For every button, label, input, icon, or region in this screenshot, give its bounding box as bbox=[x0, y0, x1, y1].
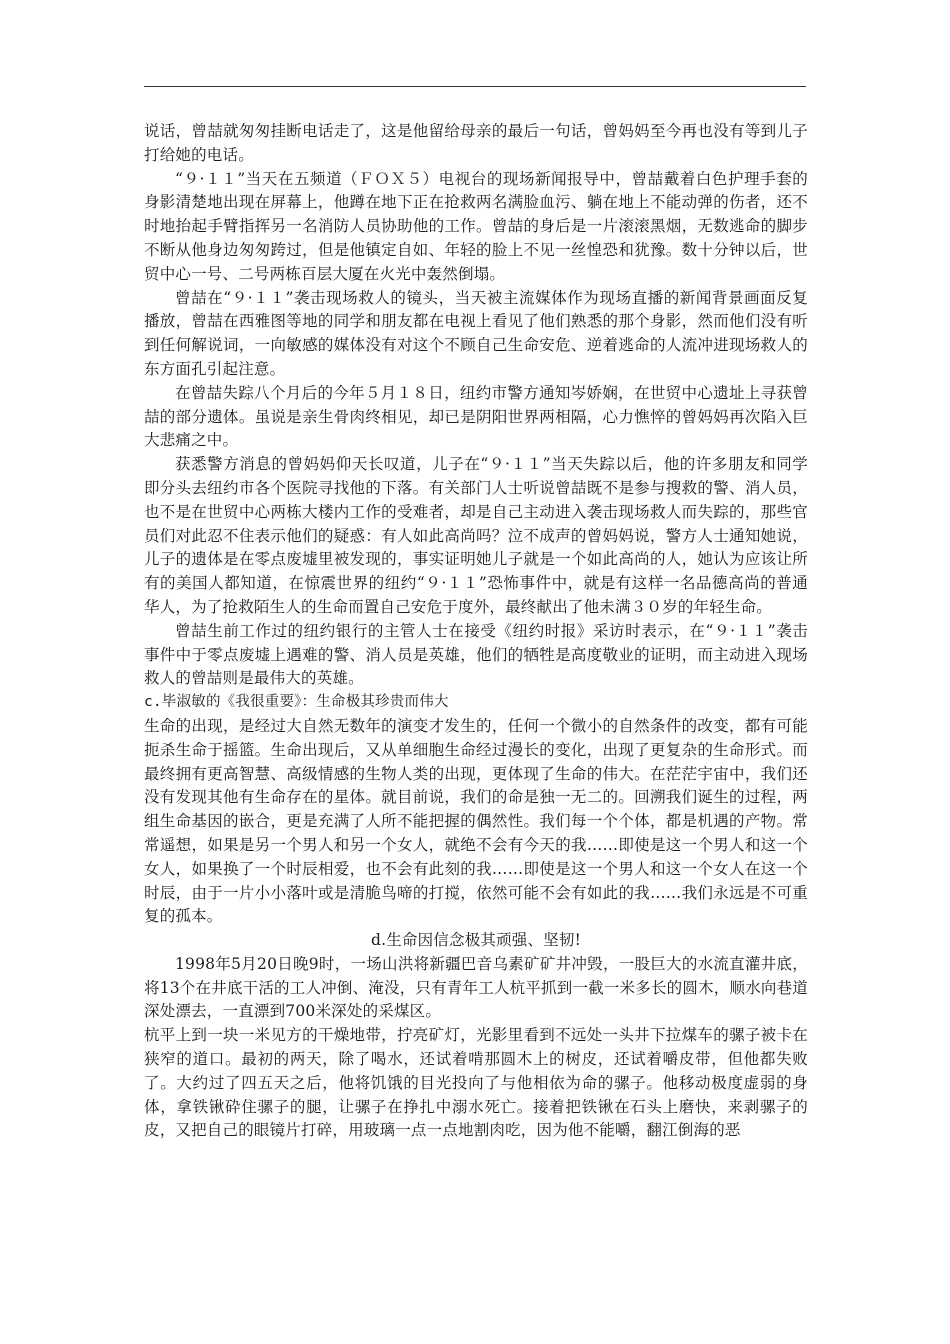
paragraph-7: 生命的出现，是经过大自然无数年的演变才发生的，任何一个微小的自然条件的改变，都有可能扼杀生命于摇篮。生命出现后，又从单细胞生命经过漫长的变化，出现了更复杂的生命形式。而最终拥有更高智慧、高级情感的生物人类的出现，更体现了生命的伟大。在茫茫宇宙中，我们还没有发现其他有生命存在的星体。就目前说，我们的命是独一无二的。回溯我们诞生的过程，两组生命基因的嵌合，更是充满了人所不能把握的偶然性。我们每一个个体，都是机遇的产物。常常遥想，如果是另一个男人和另一个女人，就绝不会有今天的我……即使是这一个男人和这一个女人，如果换了一个时辰相爱，也不会有此刻的我……即使是这一个男人和这一个女人在这一个时辰，由于一片小小落叶或是清脆鸟啼的打搅，依然可能不会有如此的我……我们永远是不可重复的孤本。 bbox=[144, 716, 808, 926]
paragraph-6: 曾喆生前工作过的纽约银行的主管人士在接受《纽约时报》采访时表示，在“９·１１”袭击事件中于零点废墟上遇难的警、消人员是英雄，他们的牺牲是高度敬业的证明，而主动进入现场救人的曾喆则是最伟大的英雄。 bbox=[144, 621, 808, 688]
paragraph-3: 曾喆在“９·１１”袭击现场救人的镜头，当天被主流媒体作为现场直播的新闻背景画面反复播放，曾喆在西雅图等地的同学和朋友都在电视上看见了他们熟悉的那个身影，然而他们没有听到任何解说词，一向敏感的媒体没有对这个不顾自己生命安危、逆着逃命的人流冲进现场救人的东方面孔引起注意。 bbox=[144, 288, 808, 378]
section-heading-d: d.生命因信念极其顽强、坚韧! bbox=[370, 931, 582, 950]
paragraph-8: 1998年5月20日晚9时，一场山洪将新疆巴音乌素矿矿井冲毁，一股巨大的水流直灌井底，将13个在井底干活的工人冲倒、淹没，只有青年工人杭平抓到一截一米多长的圆木，顺水向巷道深处漂去，一直漂到700米深处的采煤区。 bbox=[144, 954, 808, 1021]
paragraph-5: 获悉警方消息的曾妈妈仰天长叹道，儿子在“９·１１”当天失踪以后，他的许多朋友和同学即分头去纽约市各个医院寻找他的下落。有关部门人士听说曾喆既不是参与搜救的警、消人员，也不是在世贸中心两栋大楼内工作的受难者，却是自己主动进入袭击现场救人而失踪的，那些官员们对此忍不住表示他们的疑惑：有人如此高尚吗？泣不成声的曾妈妈说，警方人士通知她说，儿子的遗体是在零点废墟里被发现的，事实证明她儿子就是一个如此高尚的人，她认为应该让所有的美国人都知道，在惊震世界的纽约“９·１１”恐怖事件中，就是有这样一名品德高尚的普通华人，为了抢救陌生人的生命而置自己安危于度外，最终献出了他未满３０岁的年轻生命。 bbox=[144, 455, 808, 616]
paragraph-2: “９·１１”当天在五频道（ＦＯＸ５）电视台的现场新闻报导中，曾喆戴着白色护理手套的身影清楚地出现在屏幕上，他蹲在地下正在抢救两名满脸血污、躺在地上不能动弹的伤者，还不时地抬起手臂指挥另一名消防人员协助他的工作。曾喆的身后是一片滚滚黑烟，无数逃命的脚步不断从他身边匆匆跨过，但是他镇定自如、年轻的脸上不见一丝惶恐和犹豫。数十分钟以后，世贸中心一号、二号两栋百层大厦在火光中轰然倒塌。 bbox=[144, 169, 808, 283]
section-heading-c: c.毕淑敏的《我很重要》：生命极其珍贵而伟大 bbox=[144, 694, 449, 711]
header-rule bbox=[144, 86, 806, 87]
paragraph-9: 杭平上到一块一米见方的干燥地带，拧亮矿灯，光影里看到不远处一头井下拉煤车的骡子被卡在狭窄的道口。最初的两天，除了喝水，还试着啃那圆木上的树皮，还试着嚼皮带，但他都失败了。大约过了四五天之后，他将饥饿的目光投向了与他相依为命的骡子。他移动极度虚弱的身体，拿铁锹砕住骡子的腿，让骡子在挣扎中溺水死亡。接着把铁锹在石头上磨快，来剥骡子的皮，又把自己的眼镜片打碎，用玻璃一点一点地割肉吃，因为他不能嚼，翻江倒海的恶 bbox=[144, 1026, 808, 1140]
paragraph-1: 说话，曾喆就匆匆挂断电话走了，这是他留给母亲的最后一句话，曾妈妈至今再也没有等到儿子打给她的电话。 bbox=[144, 122, 808, 164]
paragraph-4: 在曾喆失踪八个月后的今年５月１８日，纽约市警方通知岑娇娴，在世贸中心遗址上寻获曾喆的部分遗体。虽说是亲生骨肉终相见，却已是阴阳世界两相隔，心力憔悴的曾妈妈再次陷入巨大悲痛之中。 bbox=[144, 383, 808, 450]
document-body bbox=[144, 120, 808, 1143]
